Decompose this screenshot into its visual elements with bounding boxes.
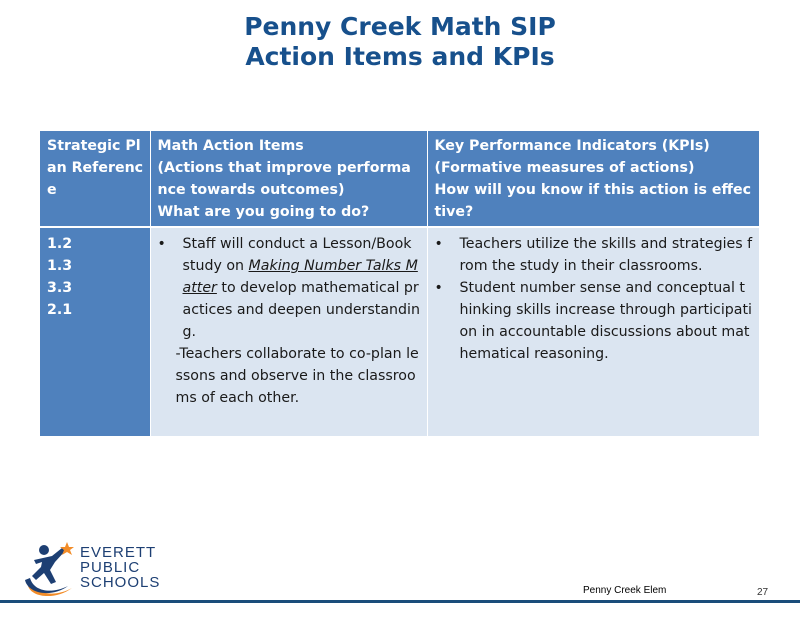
footer-divider — [0, 600, 800, 603]
logo-line-public: PUBLIC — [80, 559, 141, 576]
bullet-icon: • — [434, 280, 443, 296]
footer-school-name: Penny Creek Elem — [583, 585, 667, 596]
slide-title-line-1: Penny Creek Math SIP — [244, 12, 556, 41]
header-kpis-question: How will you know if this action is effective? — [434, 182, 752, 220]
action-items-list — [158, 233, 421, 343]
page-number: 27 — [757, 587, 769, 598]
list-item — [435, 277, 754, 365]
header-math-action-items — [150, 131, 427, 227]
header-action-items-question: What are you going to do? — [157, 204, 370, 220]
bullet-icon: • — [157, 236, 166, 252]
action-item-text-start: Staff will conduct a Lesson/Book study on — [182, 236, 412, 274]
logo-line-schools: SCHOOLS — [80, 574, 161, 591]
reference-item: 1.3 — [47, 258, 73, 274]
action-items-cell — [150, 227, 427, 436]
book-title: Making Number Talks Matter — [182, 258, 418, 296]
slide-title — [0, 12, 800, 72]
kpis-list — [435, 233, 754, 365]
action-items-table — [40, 131, 759, 436]
everett-public-schools-logo — [22, 540, 182, 602]
kpi-text: Teachers utilize the skills and strategies from the study in their classrooms. — [459, 236, 753, 274]
reference-item: 1.2 — [47, 236, 73, 252]
header-strategic-plan-reference: Strategic Plan Reference — [40, 131, 150, 227]
bullet-icon: • — [434, 236, 443, 252]
header-action-items-description: (Actions that improve performance towards outcomes) — [157, 160, 411, 198]
logo-line-everett: EVERETT — [80, 544, 157, 561]
table-row — [40, 227, 759, 436]
runner-swoosh-icon — [22, 540, 82, 602]
header-action-items-title: Math Action Items — [157, 138, 304, 154]
header-kpis — [427, 131, 759, 227]
reference-cell — [40, 227, 150, 436]
logo-wordmark — [80, 545, 160, 590]
list-item — [435, 233, 754, 277]
table-header-row — [40, 131, 759, 227]
collaboration-note: -Teachers collaborate to co-plan lessons and observe in the classrooms of each other. — [175, 346, 419, 406]
header-kpis-title: Key Performance Indicators (KPIs) — [434, 138, 710, 154]
kpi-text: Student number sense and conceptual thinking skills increase through participation in accountable discussions about mathematical reasoning. — [459, 280, 752, 362]
list-item — [158, 233, 421, 343]
reference-item: 3.3 — [47, 280, 73, 296]
action-item-text-end: to develop mathematical practices and deepen understanding. — [182, 280, 420, 340]
slide-title-line-2: Action Items and KPIs — [245, 42, 555, 71]
header-kpis-description: (Formative measures of actions) — [434, 160, 695, 176]
kpis-cell — [427, 227, 759, 436]
reference-item: 2.1 — [47, 302, 73, 318]
